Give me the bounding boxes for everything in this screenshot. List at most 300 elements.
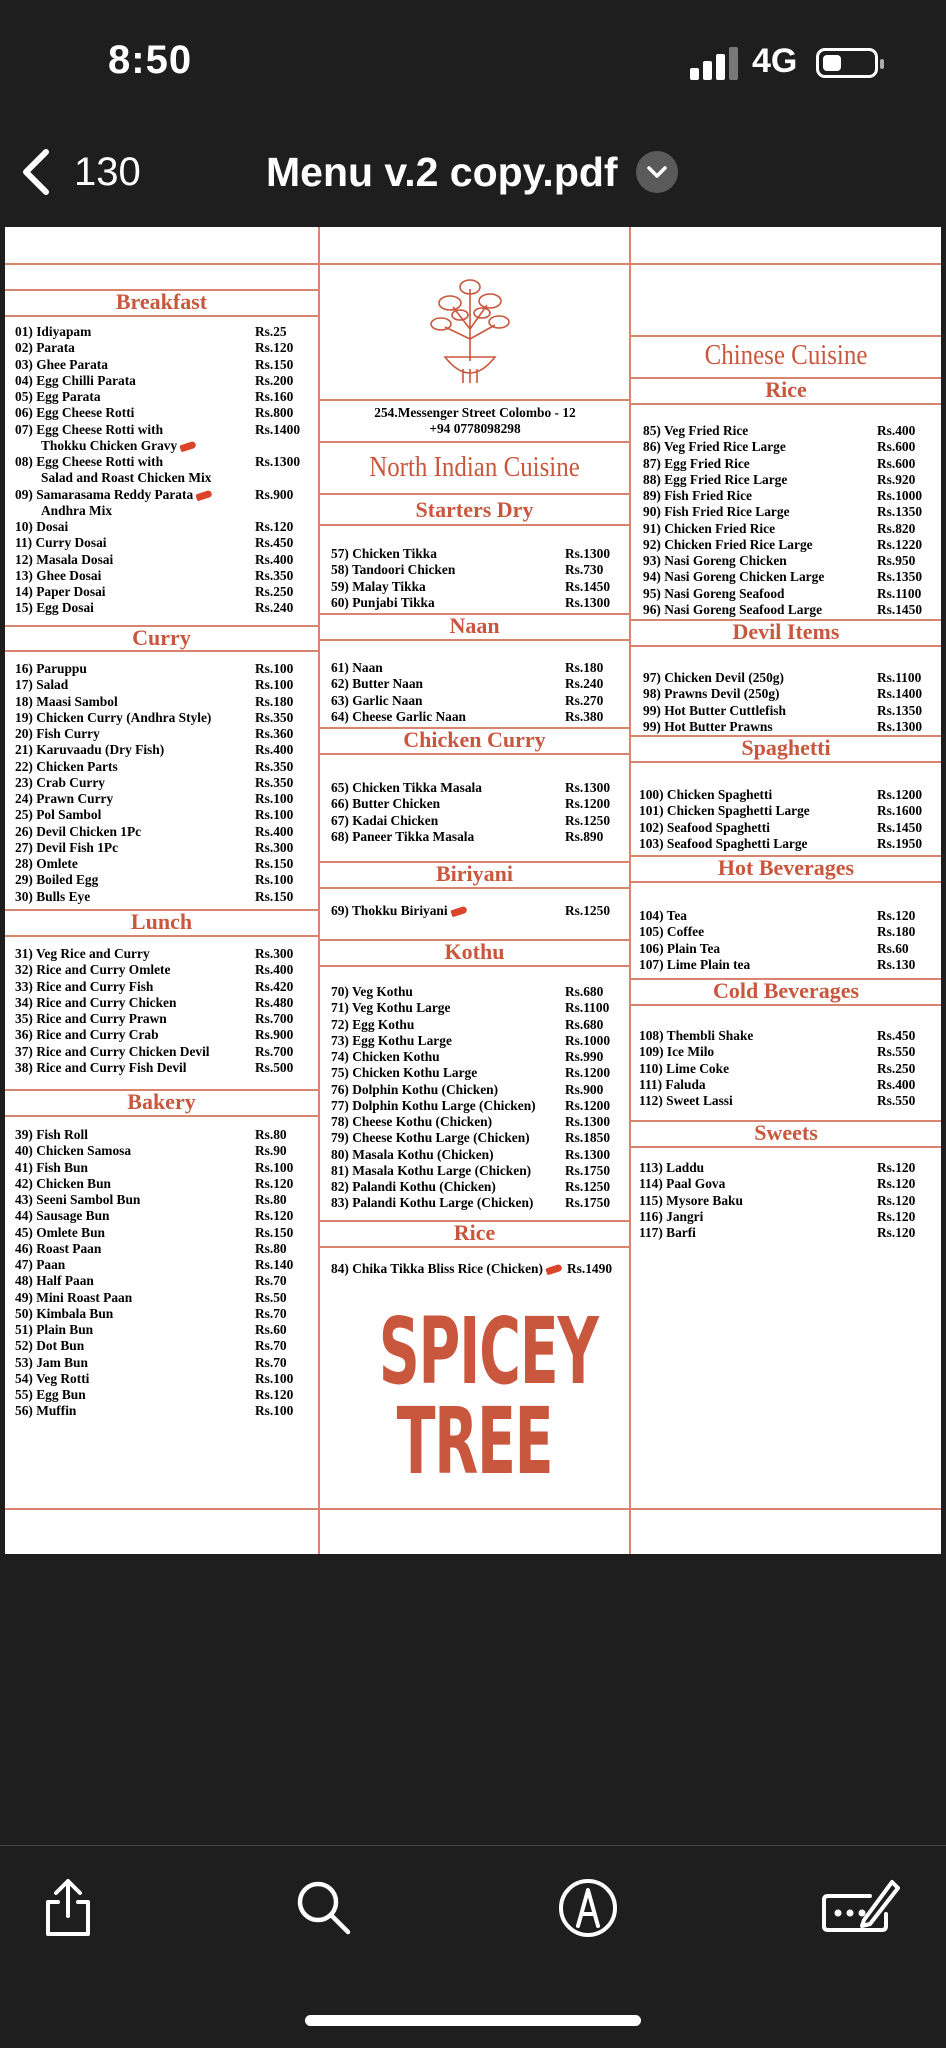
menu-item-price: Rs.100: [255, 677, 294, 693]
menu-item-name: [15, 1371, 89, 1387]
menu-item-name: [639, 1209, 703, 1225]
section-rule: [5, 650, 318, 652]
menu-item: [331, 660, 623, 676]
menu-item-label: 107) Lime Plain tea: [639, 956, 751, 972]
menu-item-price: Rs.1200: [565, 796, 611, 812]
menu-item-name: [15, 1011, 167, 1027]
menu-item-price: Rs.80: [255, 1127, 287, 1142]
menu-item-price: Rs.70: [255, 1305, 287, 1321]
menu-item-name: [331, 984, 413, 1000]
menu-item-price: Rs.50: [255, 1289, 287, 1305]
menu-item-name: [15, 1044, 210, 1060]
menu-item-price: Rs.920: [877, 471, 916, 487]
menu-item-label: 54) Veg Rotti: [15, 1370, 90, 1386]
menu-item-price: Rs.1450: [877, 819, 923, 835]
pdf-page[interactable]: [5, 227, 941, 1554]
menu-item: [643, 602, 935, 618]
top-rule: [5, 263, 941, 265]
menu-item-name: [643, 439, 786, 455]
menu-item-label: 111) Faluda: [639, 1076, 706, 1092]
menu-item-price: Rs.130: [877, 956, 916, 972]
menu-item-name: [643, 456, 750, 472]
menu-item-name: [15, 824, 141, 840]
home-indicator[interactable]: [305, 2015, 641, 2026]
menu-item-name: [331, 562, 455, 578]
bottom-toolbar: [0, 1845, 946, 1965]
menu-item-label: 37) Rice and Curry Chicken Devil: [15, 1043, 210, 1059]
chevron-left-icon: [18, 147, 54, 197]
menu-item: [331, 1017, 623, 1033]
menu-item: [15, 1192, 313, 1208]
menu-item-label: 102) Seafood Spaghetti: [639, 819, 770, 835]
document-title-button[interactable]: [266, 142, 678, 202]
menu-item-price: Rs.1300: [565, 546, 611, 561]
menu-item-name: [15, 438, 196, 454]
menu-item-price: Rs.680: [565, 1016, 604, 1032]
menu-item-price: Rs.500: [255, 1059, 294, 1075]
menu-item-label: 40) Chicken Samosa: [15, 1143, 132, 1159]
menu-item: [643, 488, 935, 504]
menu-item: [639, 1093, 935, 1109]
markup-button[interactable]: [556, 1876, 620, 1940]
menu-item-label: 81) Masala Kothu Large (Chicken): [331, 1162, 532, 1178]
menu-item: [639, 1225, 935, 1241]
menu-item-label: 51) Plain Bun: [15, 1322, 94, 1337]
menu-item-label: 71) Veg Kothu Large: [331, 1000, 451, 1016]
menu-item-price: Rs.250: [877, 1060, 916, 1076]
menu-item-price: Rs.25: [255, 324, 287, 339]
cold-beverages-list: [639, 1028, 935, 1109]
menu-item-name: [639, 836, 808, 852]
menu-item-price: Rs.350: [255, 567, 294, 583]
menu-item-label: 63) Garlic Naan: [331, 692, 423, 708]
menu-item: [15, 519, 313, 535]
menu-item: [15, 694, 313, 710]
section-title-rice-chinese: Rice: [765, 377, 807, 402]
starters-list: [331, 546, 623, 611]
menu-item: [331, 546, 623, 562]
section-rule: [320, 965, 629, 967]
section-rule: [631, 403, 941, 405]
menu-item-label: 78) Cheese Kothu (Chicken): [331, 1114, 493, 1129]
menu-item-label: 70) Veg Kothu: [331, 984, 413, 999]
section-title-naan: Naan: [449, 613, 500, 638]
menu-item-price: Rs.120: [255, 340, 294, 356]
menu-item: [15, 1127, 313, 1143]
menu-item: [331, 676, 623, 692]
menu-item-label: 87) Egg Fried Rice: [643, 455, 750, 471]
menu-item-name: [331, 693, 423, 709]
menu-item-name: [15, 1208, 110, 1224]
menu-item-label: 115) Mysore Baku: [639, 1192, 743, 1208]
menu-item-price: Rs.1200: [877, 787, 923, 802]
menu-item: [15, 568, 313, 584]
menu-item-name: [15, 677, 68, 693]
menu-item-label: 01) Idiyapam: [15, 324, 92, 339]
menu-item-price: Rs.360: [255, 726, 294, 741]
nav-bar: [0, 120, 946, 225]
menu-item-label: 68) Paneer Tikka Masala: [331, 828, 475, 844]
document-title: Menu v.2 copy.pdf: [266, 148, 618, 195]
menu-item: [15, 872, 313, 888]
menu-item-label: 105) Coffee: [639, 924, 705, 940]
menu-item: [15, 1241, 313, 1257]
menu-item-price: Rs.450: [255, 535, 294, 551]
menu-item: [643, 586, 935, 602]
menu-item-label: 62) Butter Naan: [331, 676, 423, 692]
menu-item-name: [15, 487, 212, 503]
menu-item-name: [331, 903, 467, 919]
logo-text-spicey: SPICEY: [378, 1298, 598, 1405]
menu-item-price: Rs.1300: [565, 594, 611, 610]
menu-item-name: [331, 1163, 531, 1179]
menu-item-label: 14) Paper Dosai: [15, 584, 106, 599]
menu-item-label: Thokku Chicken Gravy: [41, 437, 178, 453]
menu-item-name: [15, 1322, 93, 1338]
menu-item-price: Rs.450: [877, 1028, 916, 1043]
north-indian-title: North Indian Cuisine: [369, 451, 580, 483]
menu-item: [331, 903, 623, 919]
menu-item-name: [15, 1355, 88, 1371]
menu-item-price: Rs.350: [255, 774, 294, 790]
menu-item-name: [15, 1143, 131, 1159]
menu-item-price: Rs.270: [565, 692, 604, 708]
menu-item: [15, 1225, 313, 1241]
menu-item-name: [331, 676, 423, 692]
menu-item-price: Rs.70: [255, 1338, 287, 1354]
menu-item-price: Rs.70: [255, 1273, 287, 1289]
menu-item: [639, 803, 935, 819]
menu-item-label: 39) Fish Roll: [15, 1127, 88, 1142]
menu-item-label: 113) Laddu: [639, 1160, 705, 1175]
menu-item-label: 33) Rice and Curry Fish: [15, 978, 154, 994]
menu-item-label: 11) Curry Dosai: [15, 535, 107, 551]
sweets-list: [639, 1160, 935, 1241]
menu-item-label: 93) Nasi Goreng Chicken: [643, 553, 787, 568]
menu-item-label: 47) Paan: [15, 1257, 66, 1272]
menu-item: [643, 670, 935, 686]
menu-item: [643, 472, 935, 488]
menu-item: [15, 775, 313, 791]
menu-item-price: Rs.950: [877, 553, 916, 568]
menu-item-price: Rs.240: [255, 600, 294, 616]
menu-item: [15, 454, 313, 470]
menu-item-name: [15, 962, 170, 978]
menu-item-name: [15, 979, 153, 995]
menu-item-label: 88) Egg Fried Rice Large: [643, 471, 788, 487]
menu-item-name: [331, 579, 426, 595]
menu-item-label: 53) Jam Bun: [15, 1354, 88, 1370]
menu-item-price: Rs.1450: [565, 578, 611, 594]
form-edit-button[interactable]: [820, 1876, 900, 1940]
chinese-title: Chinese Cuisine: [704, 339, 868, 371]
search-icon: [292, 1876, 356, 1940]
menu-item: [331, 1163, 623, 1179]
menu-item-price: Rs.550: [877, 1093, 916, 1108]
menu-item: [15, 1371, 313, 1387]
menu-item-label: 43) Seeni Sambol Bun: [15, 1192, 141, 1207]
network-type: 4G: [752, 42, 798, 80]
menu-item-label: 26) Devil Chicken 1Pc: [15, 823, 142, 839]
menu-item-price: Rs.1750: [565, 1162, 611, 1178]
menu-item: [639, 941, 935, 957]
address-line: 254.Messenger Street Colombo - 12: [374, 405, 576, 420]
menu-item-label: 86) Veg Fried Rice Large: [643, 439, 786, 455]
section-title-kothu: Kothu: [444, 939, 505, 964]
menu-item-label: 07) Egg Cheese Rotti with: [15, 421, 164, 437]
menu-item-price: Rs.1250: [565, 1179, 611, 1194]
menu-item: [15, 856, 313, 872]
menu-item: [639, 836, 935, 852]
menu-item-label: 18) Maasi Sambol: [15, 693, 118, 709]
menu-item: [643, 521, 935, 537]
menu-item-price: Rs.820: [877, 520, 916, 536]
menu-item-name: [639, 924, 704, 940]
menu-item: [15, 600, 313, 616]
menu-item-label: 106) Plain Tea: [639, 940, 721, 956]
menu-item-price: Rs.120: [877, 1225, 916, 1240]
form-edit-icon: [820, 1876, 900, 1940]
menu-item-name: [331, 1000, 450, 1016]
menu-item-label: 64) Cheese Garlic Naan: [331, 708, 466, 724]
menu-item: [639, 820, 935, 836]
menu-item-price: Rs.1950: [877, 835, 923, 851]
menu-item-name: [15, 1338, 84, 1354]
menu-item-name: [15, 405, 134, 421]
menu-item-name: [15, 742, 164, 758]
menu-item: [15, 742, 313, 758]
menu-item-price: Rs.1250: [565, 903, 611, 918]
chicken-curry-list: [331, 780, 623, 845]
share-button[interactable]: [36, 1876, 100, 1940]
menu-item-label: 25) Pol Sambol: [15, 807, 102, 823]
section-rule: [320, 441, 629, 443]
menu-item-price: Rs.1450: [877, 601, 923, 617]
menu-item-label: 92) Chicken Fried Rice Large: [643, 536, 813, 552]
menu-item-name: [15, 357, 108, 373]
section-title-spaghetti: Spaghetti: [741, 735, 831, 760]
search-button[interactable]: [292, 1876, 356, 1940]
menu-item-label: 89) Fish Fried Rice: [643, 488, 752, 503]
menu-item-label: 85) Veg Fried Rice: [643, 423, 749, 438]
menu-item-label: 76) Dolphin Kothu (Chicken): [331, 1081, 499, 1097]
menu-item: [643, 439, 935, 455]
menu-item-price: Rs.1000: [877, 488, 923, 503]
menu-item-label: 24) Prawn Curry: [15, 791, 114, 806]
menu-item-label: 67) Kadai Chicken: [331, 812, 439, 828]
menu-item: [15, 470, 313, 486]
menu-item: [331, 562, 623, 578]
menu-item: [639, 1176, 935, 1192]
back-button[interactable]: [18, 142, 141, 202]
menu-item-name: [15, 454, 163, 470]
menu-item-price: Rs.380: [565, 708, 604, 724]
menu-item: [15, 791, 313, 807]
section-rule: [631, 645, 941, 647]
menu-item-label: 74) Chicken Kothu: [331, 1049, 440, 1064]
menu-item-price: Rs.100: [255, 807, 294, 823]
menu-item: [15, 962, 313, 978]
menu-item: [15, 1044, 313, 1060]
menu-item-label: 52) Dot Bun: [15, 1338, 85, 1354]
menu-item-price: Rs.120: [877, 1192, 916, 1208]
menu-item-name: [643, 569, 824, 585]
menu-item-label: 55) Egg Bun: [15, 1387, 86, 1402]
menu-item-name: [643, 670, 784, 686]
menu-item: [15, 535, 313, 551]
menu-item-label: 69) Thokku Biriyani: [331, 903, 448, 918]
menu-item-label: 08) Egg Cheese Rotti with: [15, 454, 164, 469]
menu-item: [15, 1027, 313, 1043]
menu-item: [331, 984, 623, 1000]
logo-text-tree: TREE: [396, 1388, 553, 1495]
menu-item-name: [643, 686, 780, 702]
menu-item: [639, 1160, 935, 1176]
menu-item-price: Rs.600: [877, 455, 916, 471]
section-rule: [631, 881, 941, 883]
menu-item-label: Andhra Mix: [41, 502, 113, 518]
menu-item: [15, 946, 313, 962]
menu-item-label: 28) Omlete: [15, 856, 78, 871]
menu-item-label: 46) Roast Paan: [15, 1240, 102, 1256]
naan-list: [331, 660, 623, 725]
menu-item: [15, 438, 313, 454]
share-icon: [36, 1876, 100, 1940]
menu-item-label: 103) Seafood Spaghetti Large: [639, 835, 808, 851]
menu-item: [643, 569, 935, 585]
menu-item-price: Rs.990: [565, 1049, 604, 1064]
menu-item: [331, 813, 623, 829]
section-title-bakery: Bakery: [127, 1089, 196, 1114]
menu-item: [639, 957, 935, 973]
menu-item-name: [639, 787, 772, 803]
restaurant-address: [325, 405, 625, 437]
menu-item-label: 73) Egg Kothu Large: [331, 1032, 452, 1048]
menu-item-label: 90) Fish Fried Rice Large: [643, 504, 790, 520]
menu-item-name: [15, 807, 101, 823]
menu-item-label: 36) Rice and Curry Crab: [15, 1027, 159, 1043]
chevron-down-icon: [636, 151, 678, 193]
menu-item-label: 83) Palandi Kothu Large (Chicken): [331, 1195, 534, 1211]
section-title-chicken-curry: Chicken Curry: [403, 727, 546, 752]
menu-item: [15, 840, 313, 856]
menu-item-price: Rs.400: [255, 962, 294, 978]
menu-item-name: [331, 829, 474, 845]
menu-item-name: [15, 584, 106, 600]
menu-item-price: Rs.160: [255, 389, 294, 404]
menu-item-price: Rs.90: [255, 1143, 287, 1159]
menu-item-name: [15, 1403, 76, 1419]
menu-item-price: Rs.120: [877, 908, 916, 923]
menu-item-name: [639, 941, 720, 957]
menu-item-name: [331, 1098, 536, 1114]
menu-item-label: 06) Egg Cheese Rotti: [15, 405, 135, 421]
menu-item: [15, 1143, 313, 1159]
menu-item-price: Rs.1600: [877, 803, 923, 819]
menu-item-price: Rs.350: [255, 758, 294, 774]
menu-item-price: Rs.70: [255, 1354, 287, 1370]
menu-item-price: Rs.100: [255, 661, 294, 676]
menu-item-name: [15, 340, 75, 356]
menu-item-label: 95) Nasi Goreng Seafood: [643, 585, 785, 601]
menu-item-price: Rs.240: [565, 676, 604, 692]
menu-item-price: Rs.1850: [565, 1130, 611, 1146]
menu-item-label: 84) Chika Tikka Bliss Rice (Chicken): [331, 1261, 543, 1276]
section-rule: [5, 315, 318, 317]
menu-item-name: [331, 780, 482, 796]
section-rule: [631, 761, 941, 763]
menu-item-price: Rs.400: [877, 423, 916, 438]
menu-item: [331, 829, 623, 845]
menu-item-name: [639, 1176, 725, 1192]
menu-item-name: [15, 600, 94, 616]
menu-item-price: Rs.350: [255, 709, 294, 725]
menu-item-name: [643, 521, 775, 537]
menu-item: [643, 686, 935, 702]
menu-item-price: Rs.890: [565, 828, 604, 844]
menu-item-price: Rs.700: [255, 1043, 294, 1059]
menu-item: [331, 1049, 623, 1065]
menu-item-label: 27) Devil Fish 1Pc: [15, 839, 119, 855]
menu-item-name: [15, 1027, 159, 1043]
menu-item-name: [331, 1195, 533, 1211]
section-rule: [320, 399, 629, 401]
menu-item: [15, 324, 313, 340]
menu-item-price: Rs.120: [255, 1208, 294, 1224]
menu-item-name: [643, 504, 790, 520]
menu-item-name: [331, 796, 440, 812]
menu-item-price: Rs.140: [255, 1257, 294, 1272]
menu-item-name: [331, 813, 438, 829]
menu-item-name: [15, 503, 112, 519]
menu-item-label: 116) Jangri: [639, 1208, 704, 1224]
menu-item-name: [15, 470, 211, 486]
menu-item-name: [15, 324, 91, 340]
menu-item: [15, 1338, 313, 1354]
menu-item: [15, 807, 313, 823]
menu-item-name: [639, 1160, 704, 1176]
menu-item-price: Rs.1350: [877, 702, 923, 718]
menu-item: [639, 1077, 935, 1093]
menu-item-name: [331, 1114, 492, 1130]
menu-item: [331, 796, 623, 812]
menu-item-price: Rs.300: [255, 946, 294, 961]
menu-item: [639, 908, 935, 924]
menu-item-price: Rs.150: [255, 856, 294, 871]
menu-item: [15, 710, 313, 726]
menu-item-name: [15, 856, 78, 872]
menu-item-label: 31) Veg Rice and Curry: [15, 946, 150, 961]
section-rule: [320, 887, 629, 889]
menu-item-label: 16) Paruppu: [15, 661, 87, 676]
menu-item-price: Rs.1490: [567, 1261, 613, 1276]
menu-item-price: Rs.1100: [565, 1000, 610, 1016]
menu-item-name: [331, 595, 435, 611]
menu-item-price: Rs.150: [255, 356, 294, 372]
section-rule: [320, 753, 629, 755]
section-title-devil: Devil Items: [732, 619, 840, 644]
menu-item-price: Rs.200: [255, 372, 294, 388]
rice-north-list: [331, 1261, 625, 1277]
section-rule: [320, 639, 629, 641]
menu-item: [15, 1060, 313, 1076]
menu-item-name: [331, 1065, 477, 1081]
chili-icon: [179, 441, 196, 453]
menu-item-name: [331, 1130, 530, 1146]
menu-item-price: Rs.1350: [877, 504, 923, 520]
menu-item-name: [15, 840, 118, 856]
menu-item-name: [643, 586, 784, 602]
